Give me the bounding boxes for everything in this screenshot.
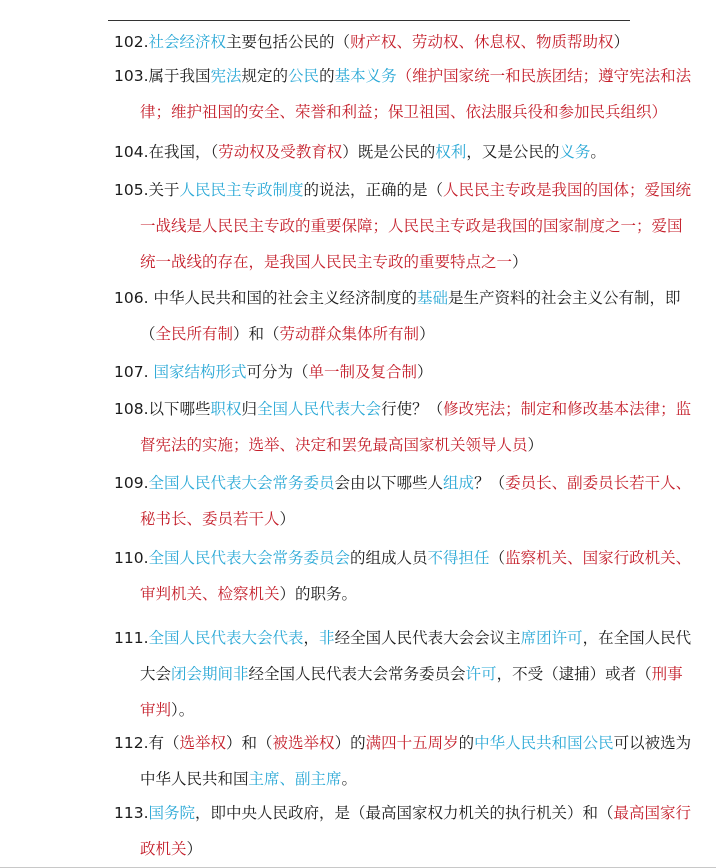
question-line bbox=[114, 208, 683, 244]
question-112 bbox=[114, 725, 692, 797]
question-line bbox=[114, 391, 692, 427]
keyword-text: 全国人民代表大会常务委员 bbox=[148, 474, 335, 492]
question-text: ，不受（逮捕）或者（ bbox=[496, 665, 652, 683]
answer-text: 秘书长、委员若干人 bbox=[140, 510, 280, 528]
question-text: ）。 bbox=[171, 701, 195, 719]
question-line bbox=[114, 24, 654, 60]
answer-text: 单一制及复合制 bbox=[308, 363, 417, 381]
answer-text: 被选举权 bbox=[272, 734, 335, 752]
question-text: ） bbox=[417, 363, 433, 381]
answer-text: 刑事 bbox=[651, 665, 683, 683]
question-line bbox=[114, 58, 692, 94]
question-line bbox=[114, 465, 692, 501]
question-text: 的 bbox=[458, 734, 475, 752]
question-text: ）的 bbox=[334, 734, 366, 752]
answer-text: 监察机关、国家行政机关、 bbox=[505, 549, 692, 567]
answer-text: 劳动群众集体所有制 bbox=[279, 325, 420, 343]
answer-text: 审判机关、检察机关 bbox=[140, 585, 280, 603]
keyword-text: 全国人民代表大会常务委员会 bbox=[148, 549, 351, 567]
keyword-text: 公民 bbox=[288, 67, 320, 85]
keyword-text: 社会经济权 bbox=[148, 33, 227, 51]
keyword-text: 非 bbox=[319, 629, 335, 647]
question-text: 110. bbox=[114, 549, 149, 567]
question-line bbox=[114, 134, 654, 170]
question-text: 经全国人民代表大会常务委员会 bbox=[248, 665, 466, 683]
question-text: 可分为（ bbox=[246, 363, 309, 381]
answer-text: 审判 bbox=[140, 701, 172, 719]
answer-text: 最高国家行 bbox=[613, 804, 692, 822]
question-line bbox=[114, 316, 654, 352]
question-text: ，又是公民的 bbox=[466, 143, 560, 161]
question-line bbox=[114, 280, 681, 316]
keyword-text: 全国人民代表大会 bbox=[257, 400, 382, 418]
answer-text: 委员长、副委员长若干人、 bbox=[505, 474, 692, 492]
question-text: 113. bbox=[114, 804, 149, 822]
question-text: ）和（ bbox=[233, 325, 280, 343]
keyword-text: 许可 bbox=[465, 665, 497, 683]
question-line bbox=[114, 761, 654, 797]
keyword-text: 基本义务 bbox=[334, 67, 397, 85]
question-104 bbox=[114, 134, 654, 170]
question-text: 103.属于我国 bbox=[114, 67, 211, 85]
question-line bbox=[114, 725, 692, 761]
answer-text: 政机关 bbox=[140, 840, 187, 858]
question-111 bbox=[114, 620, 692, 728]
question-text: 主要包括公民的（ bbox=[226, 33, 351, 51]
question-text: 。 bbox=[341, 770, 358, 788]
question-106 bbox=[114, 280, 681, 352]
question-107 bbox=[114, 354, 654, 390]
question-text: 的 bbox=[319, 67, 335, 85]
question-line bbox=[114, 354, 654, 390]
keyword-text: 职权 bbox=[210, 400, 242, 418]
question-text: （ bbox=[489, 549, 506, 567]
question-109 bbox=[114, 465, 692, 537]
keyword-text: 中华人民共和国公民 bbox=[474, 734, 614, 752]
question-line bbox=[114, 831, 654, 867]
keyword-text: 组成 bbox=[443, 474, 475, 492]
question-text: 的说法，正确的是（ bbox=[303, 181, 444, 199]
answer-text: 修改宪法；制定和修改基本法律；监 bbox=[443, 400, 692, 418]
keyword-text: 人民民主专政制度 bbox=[179, 181, 304, 199]
question-105 bbox=[114, 172, 692, 280]
question-113 bbox=[114, 795, 692, 867]
answer-text: 一战线是人民民主专政的重要保障；人民民主专政是我国的国家制度之一；爱国 bbox=[140, 217, 683, 235]
question-text: ）的职务。 bbox=[279, 585, 358, 603]
question-text: ） bbox=[512, 253, 528, 271]
answer-text: 人民民主专政是我国的国体；爱国统 bbox=[443, 181, 692, 199]
keyword-text: 国务院 bbox=[148, 804, 196, 822]
question-text: ？（ bbox=[474, 474, 506, 492]
keyword-text: 基础 bbox=[416, 289, 448, 307]
question-text: 104.在我国，（ bbox=[114, 143, 219, 161]
keyword-text: 国家结构形式 bbox=[153, 363, 247, 381]
question-text: 中华人民共和国 bbox=[140, 770, 249, 788]
answer-text: 全民所有制 bbox=[155, 325, 234, 343]
top-rule bbox=[108, 20, 630, 21]
question-text: ，在全国人民代 bbox=[582, 629, 692, 647]
question-102 bbox=[114, 24, 654, 60]
question-text: 111. bbox=[114, 629, 149, 647]
question-text: ， bbox=[303, 629, 320, 647]
question-line bbox=[114, 576, 654, 612]
question-108 bbox=[114, 391, 692, 463]
question-text: ） bbox=[613, 33, 630, 51]
question-text: 归 bbox=[241, 400, 258, 418]
question-text: 108.以下哪些 bbox=[114, 400, 211, 418]
question-text: 大会 bbox=[140, 665, 172, 683]
question-line bbox=[114, 501, 654, 537]
keyword-text: 宪法 bbox=[210, 67, 242, 85]
answer-text: 财产权、劳动权、休息权、物质帮助权 bbox=[350, 33, 614, 51]
question-103 bbox=[114, 58, 692, 130]
question-text: 107. bbox=[114, 363, 154, 381]
question-text: 的组成人员 bbox=[350, 549, 428, 567]
answer-text: 统一战线的存在，是我国人民民主专政的重要特点之一 bbox=[140, 253, 513, 271]
keyword-text: 权利 bbox=[435, 143, 467, 161]
answer-text: 劳动权及受教育权 bbox=[218, 143, 343, 161]
question-text: ）和（ bbox=[226, 734, 273, 752]
question-text: 会由以下哪些人 bbox=[334, 474, 444, 492]
question-line bbox=[114, 656, 683, 692]
question-text: ）既是公民的 bbox=[342, 143, 436, 161]
question-110 bbox=[114, 540, 692, 612]
keyword-text: 义务 bbox=[559, 143, 591, 161]
question-text: ，即中央人民政府，是（最高国家权力机关的执行机关）和（ bbox=[195, 804, 614, 822]
answer-text: 律；维护祖国的安全、荣誉和利益；保卫祖国、依法服兵役和参加民兵组织） bbox=[140, 103, 668, 121]
answer-text: 满四十五周岁 bbox=[365, 734, 459, 752]
question-text: ） bbox=[527, 436, 544, 454]
question-text: 105.关于 bbox=[114, 181, 180, 199]
question-line bbox=[114, 620, 692, 656]
question-line bbox=[114, 427, 654, 463]
question-text: 112.有（ bbox=[114, 734, 180, 752]
question-text: 经全国人民代表大会会议主 bbox=[334, 629, 521, 647]
question-line bbox=[114, 94, 668, 130]
keyword-text: 全国人民代表大会代表 bbox=[148, 629, 304, 647]
question-line bbox=[114, 172, 692, 208]
question-line bbox=[114, 692, 654, 728]
question-text: ） bbox=[279, 510, 296, 528]
question-line bbox=[114, 540, 692, 576]
question-text: 是生产资料的社会主义公有制，即 bbox=[447, 289, 681, 307]
question-text: 规定的 bbox=[241, 67, 289, 85]
keyword-text: 不得担任 bbox=[427, 549, 490, 567]
question-text: （ bbox=[140, 325, 156, 343]
answer-text: （维护国家统一和民族团结；遵守宪法和法 bbox=[396, 67, 692, 85]
question-text: 102. bbox=[114, 33, 149, 51]
question-text: ） bbox=[186, 840, 203, 858]
answer-text: 督宪法的实施；选举、决定和罢免最高国家机关领导人员 bbox=[140, 436, 528, 454]
question-text: ） bbox=[419, 325, 435, 343]
question-text: 可以被选为 bbox=[613, 734, 692, 752]
question-text: 行使？（ bbox=[381, 400, 444, 418]
keyword-text: 闭会期间非 bbox=[171, 665, 249, 683]
question-line bbox=[114, 244, 654, 280]
keyword-text: 主席、副主席 bbox=[248, 770, 342, 788]
keyword-text: 席团许可 bbox=[520, 629, 583, 647]
question-text: 。 bbox=[590, 143, 606, 161]
question-text: 109. bbox=[114, 474, 149, 492]
question-text: 106. 中华人民共和国的社会主义经济制度的 bbox=[114, 289, 417, 307]
answer-text: 选举权 bbox=[179, 734, 227, 752]
question-line bbox=[114, 795, 692, 831]
